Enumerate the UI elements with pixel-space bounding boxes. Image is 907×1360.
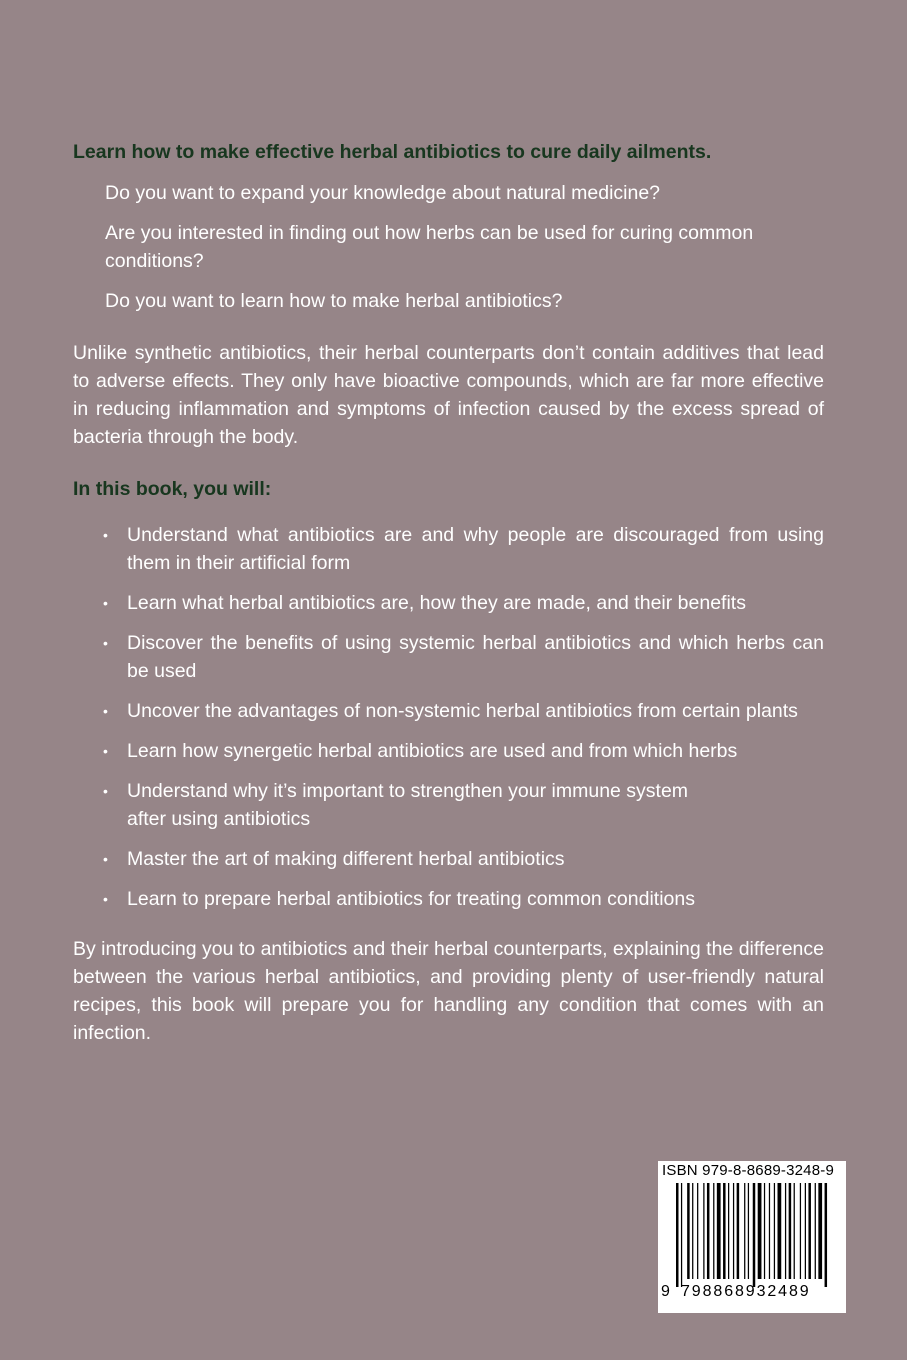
list-item	[73, 589, 824, 617]
list-heading: In this book, you will:	[73, 478, 272, 500]
barcode-bar	[805, 1183, 806, 1279]
bullet-icon: •	[103, 635, 108, 651]
list-item	[73, 521, 824, 577]
list-item-text: Uncover the advantages of non-systemic herbal antibiotics from certain plants	[127, 700, 798, 722]
list-item	[73, 845, 824, 873]
barcode-bar	[789, 1183, 792, 1279]
barcode-bar	[758, 1183, 762, 1279]
closing-paragraph: By introducing you to antibiotics and their herbal counterparts, explaining the difference between the various herbal antibiotics, and providing plenty of user-friendly natural recipes, this book will prepare you for handling any condition that comes with an infection.	[73, 938, 824, 1044]
barcode-bar	[808, 1183, 811, 1279]
barcode-bar	[769, 1183, 770, 1279]
barcode-bar	[717, 1183, 721, 1279]
bullet-icon: •	[103, 595, 108, 611]
intro-heading: Learn how to make effective herbal antibiotics to cure daily ailments.	[73, 141, 712, 163]
barcode-bar	[774, 1183, 775, 1279]
barcode-bar	[707, 1183, 710, 1279]
list-item-text: Understand why it’s important to strengthen your immune system after using antibiotics	[127, 780, 689, 830]
barcode-bar	[753, 1183, 756, 1287]
isbn-barcode	[658, 1161, 846, 1313]
barcode-number: 798868932489	[681, 1283, 811, 1300]
bullet-icon: •	[103, 783, 108, 799]
barcode-bar	[723, 1183, 726, 1279]
barcode-icon	[676, 1183, 830, 1287]
barcode-bar	[692, 1183, 693, 1279]
barcode-bar	[764, 1183, 765, 1279]
list-item-text: Understand what antibiotics are and why people are discouraged from using them in their artificial form	[127, 524, 824, 574]
list-item-text: Learn what herbal antibiotics are, how they are made, and their benefits	[127, 592, 746, 614]
barcode-bar	[713, 1183, 714, 1279]
list-item-text: Discover the benefits of using systemic herbal antibiotics and which herbs can be used	[127, 632, 824, 682]
list-item	[73, 737, 824, 765]
back-cover-text	[73, 138, 824, 1047]
list-item	[73, 629, 824, 685]
barcode-bar	[794, 1183, 795, 1279]
barcode-first-digit: 9	[661, 1283, 670, 1300]
barcode-bar	[815, 1183, 816, 1279]
barcode-bar	[703, 1183, 704, 1279]
list-item-text: Learn to prepare herbal antibiotics for treating common conditions	[127, 888, 695, 910]
bullet-icon: •	[103, 851, 108, 867]
barcode-bar	[733, 1183, 734, 1279]
barcode-bar	[687, 1183, 690, 1279]
bullet-icon: •	[103, 703, 108, 719]
intro-paragraph: Unlike synthetic antibiotics, their herbal counterparts don’t contain additives that lead to adverse effects. They only have bioactive compounds, which are far more effective in reducing inflammation and symptoms of infection caused by the excess spread of bacteria through the body.	[73, 342, 824, 448]
question-3: Do you want to learn how to make herbal antibiotics?	[105, 290, 563, 312]
list-item	[73, 697, 824, 725]
list-item	[73, 777, 824, 833]
question-list	[73, 179, 824, 315]
list-item	[73, 885, 824, 913]
benefits-list	[73, 521, 824, 913]
barcode-bar	[818, 1183, 822, 1279]
barcode-bar	[697, 1183, 698, 1279]
list-item-text: Learn how synergetic herbal antibiotics are used and from which herbs	[127, 740, 738, 762]
list-item-text: Master the art of making different herbal antibiotics	[127, 848, 565, 870]
bullet-icon: •	[103, 891, 108, 907]
question-2: Are you interested in finding out how herbs can be used for curing common conditions?	[105, 222, 754, 272]
bullet-icon: •	[103, 743, 108, 759]
barcode-bar	[748, 1183, 749, 1279]
barcode-bar	[785, 1183, 786, 1279]
barcode-bar	[676, 1183, 679, 1287]
barcode-bar	[744, 1183, 745, 1279]
barcode-bar	[728, 1183, 729, 1279]
bullet-icon: •	[103, 527, 108, 543]
question-1: Do you want to expand your knowledge about natural medicine?	[105, 182, 661, 204]
barcode-bar	[737, 1183, 740, 1279]
barcode-bar	[778, 1183, 782, 1279]
barcode-bar	[800, 1183, 801, 1279]
barcode-bar	[825, 1183, 828, 1287]
isbn-label: ISBN 979-8-8689-3248-9	[662, 1162, 835, 1179]
barcode-bar	[681, 1183, 682, 1287]
